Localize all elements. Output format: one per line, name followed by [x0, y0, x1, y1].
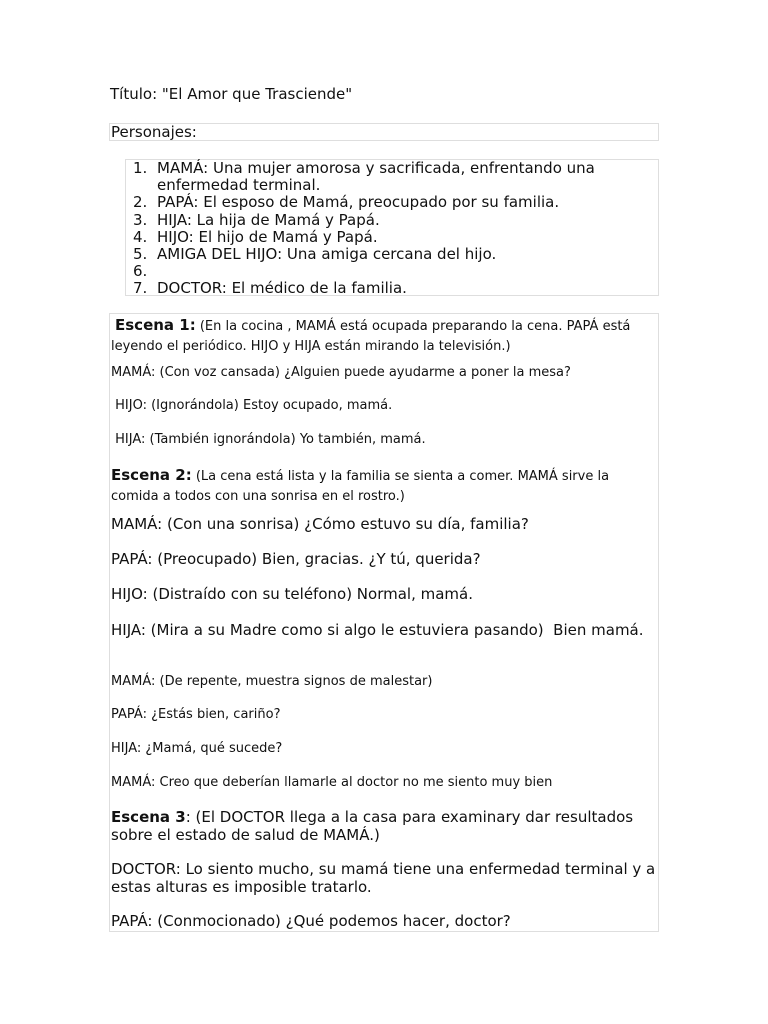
scene2-line: MAMÁ: (Con una sonrisa) ¿Cómo estuvo su día, familia?: [111, 515, 529, 533]
scenes-box: [109, 313, 659, 932]
scene3-intro: [111, 809, 656, 844]
scene2-line: PAPÁ: ¿Estás bien, cariño?: [111, 707, 281, 722]
list-item: 4. HIJO: El hijo de Mamá y Papá.: [133, 227, 378, 246]
scene2-line: PAPÁ: (Preocupado) Bien, gracias. ¿Y tú, querida?: [111, 550, 481, 568]
scene2-line: HIJO: (Distraído con su teléfono) Normal, mamá.: [111, 585, 473, 603]
list-item: 3. HIJA: La hija de Mamá y Papá.: [133, 210, 380, 229]
scene1-intro: [111, 315, 656, 354]
scene3-line: PAPÁ: (Conmocionado) ¿Qué podemos hacer, doctor?: [111, 912, 511, 930]
scene1-direction: (En la cocina , MAMÁ está ocupada preparando la cena. PAPÁ está leyendo el periódico. HIJO y HIJA están mirando la televisión.): [111, 319, 631, 354]
personajes-box: [109, 123, 659, 141]
scene2-line: HIJA: (Mira a su Madre como si algo le estuviera pasando) Bien mamá.: [111, 621, 644, 639]
characters-list-box: [125, 159, 659, 296]
scene3-direction: : (El DOCTOR llega a la casa para examinary dar resultados sobre el estado de salud de MAMÁ.): [111, 808, 634, 844]
scene3-line: DOCTOR: Lo siento mucho, su mamá tiene una enfermedad terminal y a estas alturas es imposible tratarlo.: [111, 860, 656, 896]
document-title: Título: "El Amor que Trasciende": [110, 85, 353, 103]
scene2-direction: (La cena está lista y la familia se sienta a comer. MAMÁ sirve la comida a todos con una sonrisa en el rostro.): [111, 469, 610, 504]
scene1-heading: Escena 1:: [115, 316, 196, 334]
scene2-heading: Escena 2:: [111, 466, 192, 484]
personajes-label: Personajes:: [111, 123, 197, 141]
scene1-line: HIJO: (Ignorándola) Estoy ocupado, mamá.: [111, 398, 393, 413]
list-item: 2. PAPÁ: El esposo de Mamá, preocupado por su familia.: [133, 193, 560, 212]
scene2-line: MAMÁ: (De repente, muestra signos de malestar): [111, 674, 433, 689]
scene2-intro: [111, 465, 656, 504]
list-item: 7. DOCTOR: El médico de la familia.: [133, 279, 407, 298]
list-item: 1. MAMÁ: Una mujer amorosa y sacrificada, enfrentando una enfermedad terminal.: [133, 159, 595, 195]
scene2-line: HIJA: ¿Mamá, qué sucede?: [111, 741, 283, 756]
list-item: 5. AMIGA DEL HIJO: Una amiga cercana del hijo.: [133, 245, 497, 264]
list-item: 6.: [133, 262, 148, 281]
scene1-line: MAMÁ: (Con voz cansada) ¿Alguien puede ayudarme a poner la mesa?: [111, 365, 571, 380]
characters-list: [126, 160, 658, 298]
scene2-line: MAMÁ: Creo que deberían llamarle al doctor no me siento muy bien: [111, 775, 553, 790]
scene1-line: HIJA: (También ignorándola) Yo también, mamá.: [111, 432, 426, 447]
scene3-heading: Escena 3: [111, 808, 186, 826]
